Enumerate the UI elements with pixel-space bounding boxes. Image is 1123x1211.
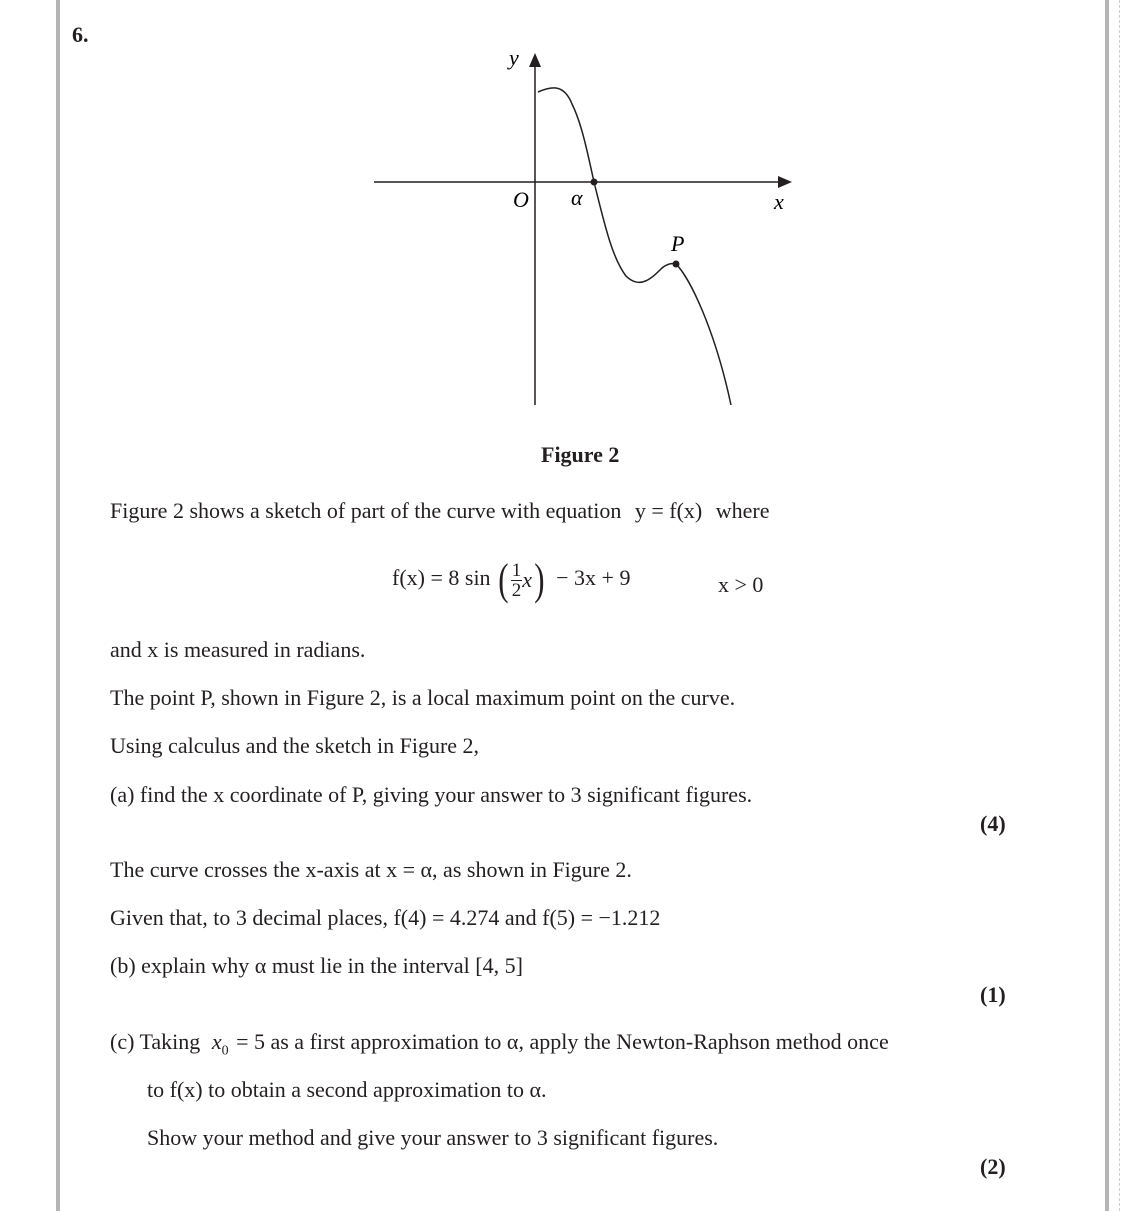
p-point: [673, 261, 680, 268]
formula-condition: x > 0: [718, 572, 764, 597]
formula: [392, 555, 631, 604]
y-axis-label: y: [509, 45, 519, 70]
formula-var: x: [522, 567, 532, 592]
x0-subscript: 0: [221, 1043, 229, 1059]
formula-rest: − 3x + 9: [556, 565, 631, 591]
half-fraction: [511, 561, 523, 600]
intro-where: where: [715, 498, 770, 523]
part-c-line1: [110, 1029, 889, 1059]
question-number: 6.: [72, 22, 89, 47]
marks-c: (2): [980, 1154, 1006, 1179]
origin-label: O: [513, 187, 529, 212]
figure-caption: Figure 2: [541, 442, 620, 467]
alpha-label: α: [571, 185, 583, 210]
intro-line: [110, 498, 770, 524]
formula-lhs: f(x) = 8 sin: [392, 565, 491, 591]
alpha-point: [591, 179, 598, 186]
marks-b: (1): [980, 982, 1006, 1007]
part-c-rest: = 5 as a first approximation to α, apply the Newton-Raphson method once: [236, 1029, 889, 1054]
part-c-line3: Show your method and give your answer to 3 significant figures.: [147, 1125, 719, 1150]
part-c-taking: (c) Taking: [110, 1029, 201, 1054]
x-axis-label: x: [774, 189, 784, 214]
using-line: Using calculus and the sketch in Figure 2,: [110, 733, 480, 758]
radians-line: and x is measured in radians.: [110, 637, 366, 662]
y-axis-arrow: [529, 53, 541, 67]
part-b: (b) explain why α must lie in the interval [4, 5]: [110, 953, 523, 978]
crosses-line: The curve crosses the x-axis at x = α, as shown in Figure 2.: [110, 857, 632, 882]
part-c-line2: to f(x) to obtain a second approximation to α.: [147, 1077, 547, 1102]
fraction-denominator: 2: [511, 579, 522, 601]
x-axis-arrow: [778, 176, 792, 188]
intro-text: Figure 2 shows a sketch of part of the curve with equation: [110, 498, 622, 523]
point-p-line: The point P, shown in Figure 2, is a local maximum point on the curve.: [110, 685, 736, 710]
intro-equation: y = f(x): [634, 498, 703, 523]
p-label: P: [671, 231, 685, 256]
curve: [538, 88, 731, 405]
fraction-numerator: 1: [511, 559, 522, 581]
marks-a: (4): [980, 811, 1006, 836]
open-paren: (: [498, 555, 509, 604]
part-a: (a) find the x coordinate of P, giving your answer to 3 significant figures.: [110, 782, 753, 807]
figure-2-sketch: [0, 0, 1123, 470]
x0-var: x: [211, 1029, 222, 1054]
close-paren: ): [534, 555, 545, 604]
given-line: Given that, to 3 decimal places, f(4) = 4.274 and f(5) = −1.212: [110, 905, 661, 930]
